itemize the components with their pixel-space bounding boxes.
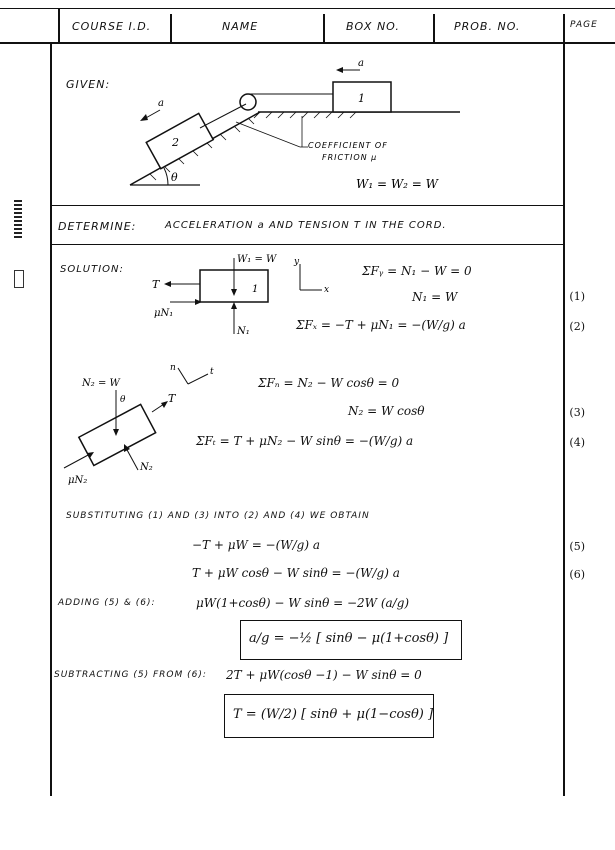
given-diagram (60, 50, 480, 200)
header-divider (323, 14, 325, 42)
fbd2-weight: N₂ = W (82, 378, 120, 389)
eq-sum-fx: ΣFₓ = −T + μN₁ = −(W/g) a (296, 318, 466, 332)
fbd1-friction: μN₁ (154, 308, 174, 319)
fbd1-axis-y: y (294, 257, 300, 267)
eq-number-5: (5) (569, 540, 585, 553)
surface-hatch (254, 112, 356, 118)
fbd1-number: 1 (252, 284, 259, 295)
header-course-id: COURSE I.D. (72, 20, 152, 33)
header-divider (433, 14, 435, 42)
right-margin-rule (563, 44, 565, 796)
eq-n1: N₁ = W (412, 290, 458, 304)
fbd1-tension: T (152, 278, 160, 291)
adding-label: ADDING (5) & (6): (58, 598, 156, 608)
block-2 (146, 113, 213, 168)
eq-n2: N₂ = W cosθ (348, 404, 425, 418)
fbd1-axis-x: x (324, 285, 330, 295)
subtracting-label: SUBTRACTING (5) FROM (6): (54, 670, 207, 680)
accel-label-block2: a (158, 98, 164, 109)
block-2-number: 2 (172, 136, 179, 149)
header-bottom-rule (0, 42, 615, 44)
header-divider (58, 8, 60, 43)
header-divider (170, 14, 172, 42)
solution-label: SOLUTION: (60, 264, 124, 275)
block-1-number: 1 (358, 92, 365, 105)
fbd2-angle: θ (120, 395, 126, 405)
left-margin-rule (50, 44, 52, 796)
eq-sum-fn: ΣFₙ = N₂ − W cosθ = 0 (258, 376, 400, 390)
fbd2-normal: N₂ (140, 462, 153, 473)
eq-sum-ft: ΣFₜ = T + μN₂ − W sinθ = −(W/g) a (196, 434, 414, 448)
eq-number-4: (4) (569, 436, 585, 449)
subtracting-equation: 2T + μW(cosθ −1) − W sinθ = 0 (226, 668, 422, 682)
eq-number-6: (6) (569, 568, 585, 581)
header-divider (563, 14, 565, 42)
header-name: NAME (222, 20, 259, 33)
section-rule (50, 244, 563, 245)
header-top-rule (0, 8, 615, 9)
determine-text: ACCELERATION a AND TENSION T IN THE CORD. (165, 220, 447, 231)
result-accel: a/g = −½ [ sinθ − μ(1+cosθ) ] (249, 631, 449, 646)
fbd-block-2 (60, 360, 260, 490)
eq-6: T + μW cosθ − W sinθ = −(W/g) a (192, 566, 400, 580)
eq-number-1: (1) (569, 290, 585, 303)
adding-equation: μW(1+cosθ) − W sinθ = −2W (a/g) (196, 596, 410, 610)
eq-5: −T + μW = −(W/g) a (192, 538, 321, 552)
binder-mark (14, 200, 24, 330)
page-header (0, 0, 615, 44)
friction-note-2: FRICTION μ (322, 153, 378, 162)
pulley (240, 94, 256, 110)
determine-label: DETERMINE: (58, 220, 137, 233)
eq-number-2: (2) (569, 320, 585, 333)
friction-note-1: COEFFICIENT OF (308, 141, 388, 150)
fbd1-weight: W₁ = W (237, 254, 277, 265)
fbd1-normal: N₁ (237, 326, 250, 337)
substitution-text: SUBSTITUTING (1) AND (3) INTO (2) AND (4) WE OBTAIN (66, 511, 370, 521)
eq-number-3: (3) (569, 406, 585, 419)
friction-leader (236, 122, 300, 147)
result-tension: T = (W/2) [ sinθ + μ(1−cosθ) ] (233, 707, 434, 722)
fbd2-axis-n: n (170, 363, 176, 373)
fbd2-tension: T (168, 392, 176, 405)
result-accel-box (240, 620, 462, 660)
accel-label-block1: a (358, 58, 364, 69)
angle-arc (164, 168, 168, 185)
eq-sum-fy: ΣFᵧ = N₁ − W = 0 (362, 264, 472, 278)
result-tension-box (224, 694, 434, 738)
header-page: PAGE (570, 20, 598, 30)
header-box-no: BOX NO. (346, 20, 400, 33)
angle-label: θ (171, 171, 178, 184)
section-rule (50, 205, 563, 206)
fbd2-friction: μN₂ (68, 475, 88, 486)
given-label: GIVEN: (66, 78, 111, 91)
header-prob-no: PROB. NO. (454, 20, 521, 33)
weights-relation: W₁ = W₂ = W (356, 177, 438, 191)
fbd2-axis-t: t (210, 367, 214, 377)
